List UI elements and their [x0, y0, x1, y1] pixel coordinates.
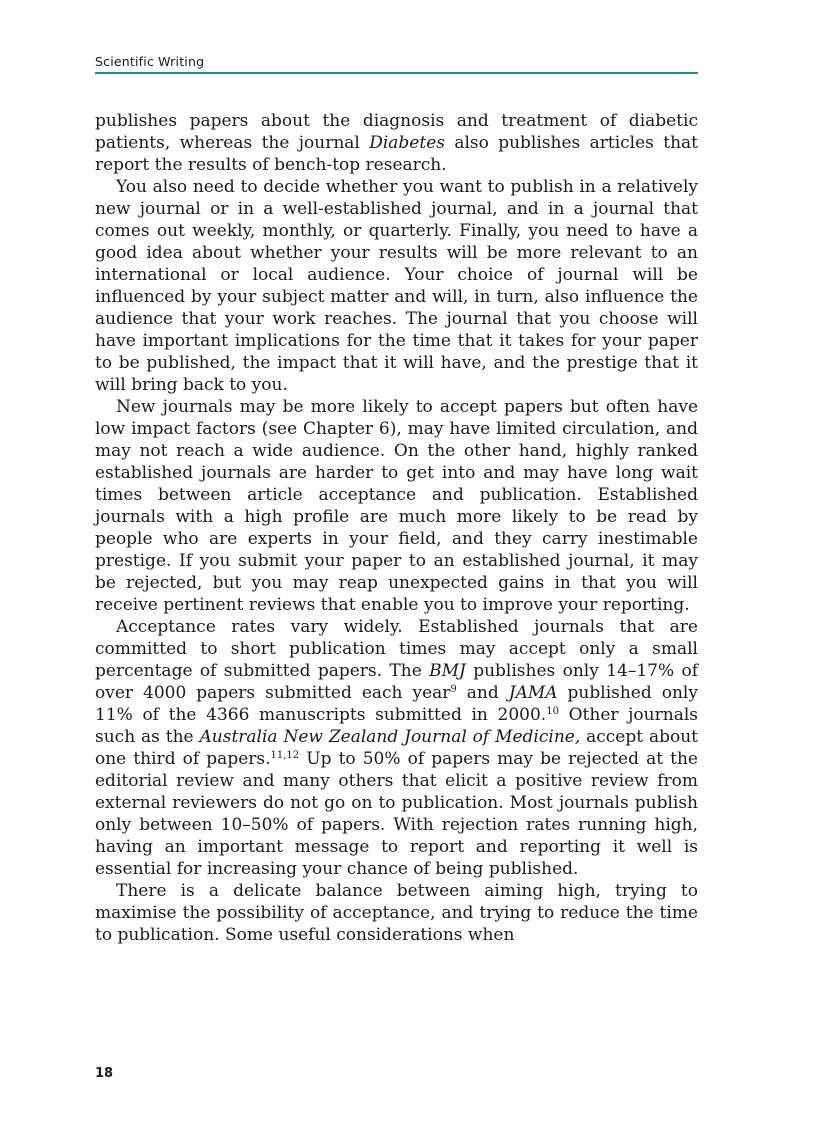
text-span: publishes papers about the diagnosis and treatment of diabetic patients, whereas the journal [95, 111, 698, 153]
paragraph-4 [95, 616, 698, 880]
citation-ref-10: 10 [546, 706, 559, 717]
text-span: and [456, 683, 509, 703]
running-head [95, 52, 698, 74]
text-span: Other journals such as the [95, 705, 698, 747]
citation-ref-11-12: 11,12 [270, 750, 300, 761]
paragraph-3: New journals may be more likely to accept papers but often have low impact factors (see Chapter 6), may have limited circulation, and may not reach a wide audience. On the other hand, highly ranked established journals are harder to get into and may have long wait times between article acceptance and publication. Established journals with a high profile are much more likely to be read by people who are experts in your field, and they carry inestimable prestige. If you submit your paper to an established journal, it may be rejected, but you may reap unexpected gains in that you will receive pertinent reviews that enable you to improve your reporting. [95, 397, 698, 615]
journal-title-diabetes: Diabetes [369, 133, 445, 153]
journal-title-anz: Australia New Zealand Journal of Medicine, [199, 727, 581, 747]
journal-title-bmj: BMJ [429, 661, 466, 681]
text-span: accept about one third of papers. [95, 727, 698, 769]
paragraph-5: There is a delicate balance between aiming high, trying to maximise the possibility of acceptance, and trying to reduce the time to publication. Some useful considerations when [95, 881, 698, 945]
paragraph-2: You also need to decide whether you want to publish in a relatively new journal or in a well-established journal, and in a journal that comes out weekly, monthly, or quarterly. Finally, you need to have a good idea about whether your results will be more relevant to an international or local audience. Your choice of journal will be influenced by your subject matter and will, in turn, also influence the audience that your work reaches. The journal that you choose will have important implications for the time that it takes for your paper to be published, the impact that it will have, and the prestige that it will bring back to you. [95, 177, 698, 395]
running-head-title: Scientific Writing [95, 54, 205, 69]
text-span: published only 11% of the 4366 manuscripts submitted in 2000. [95, 683, 698, 725]
citation-ref-9: 9 [450, 684, 457, 695]
paragraph-1 [95, 110, 698, 176]
text-span: Up to 50% of papers may be rejected at the editorial review and many others that elicit a positive review from external reviewers do not go on to publication. Most journals publish only between 10–50% of papers. With rejection rates running high, having an important message to report and reporting it well is essential for increasing your chance of being published. [95, 749, 698, 879]
journal-title-jama: JAMA [508, 683, 558, 703]
page-number: 18 [95, 1066, 114, 1081]
text-span: Acceptance rates vary widely. Established journals that are committed to short publication times may accept only a small percentage of submitted papers. The [95, 617, 698, 681]
body-text [95, 110, 698, 946]
text-span: also publishes articles that report the results of bench-top research. [95, 133, 698, 175]
text-span: publishes only 14–17% of over 4000 papers submitted each year [95, 661, 698, 703]
